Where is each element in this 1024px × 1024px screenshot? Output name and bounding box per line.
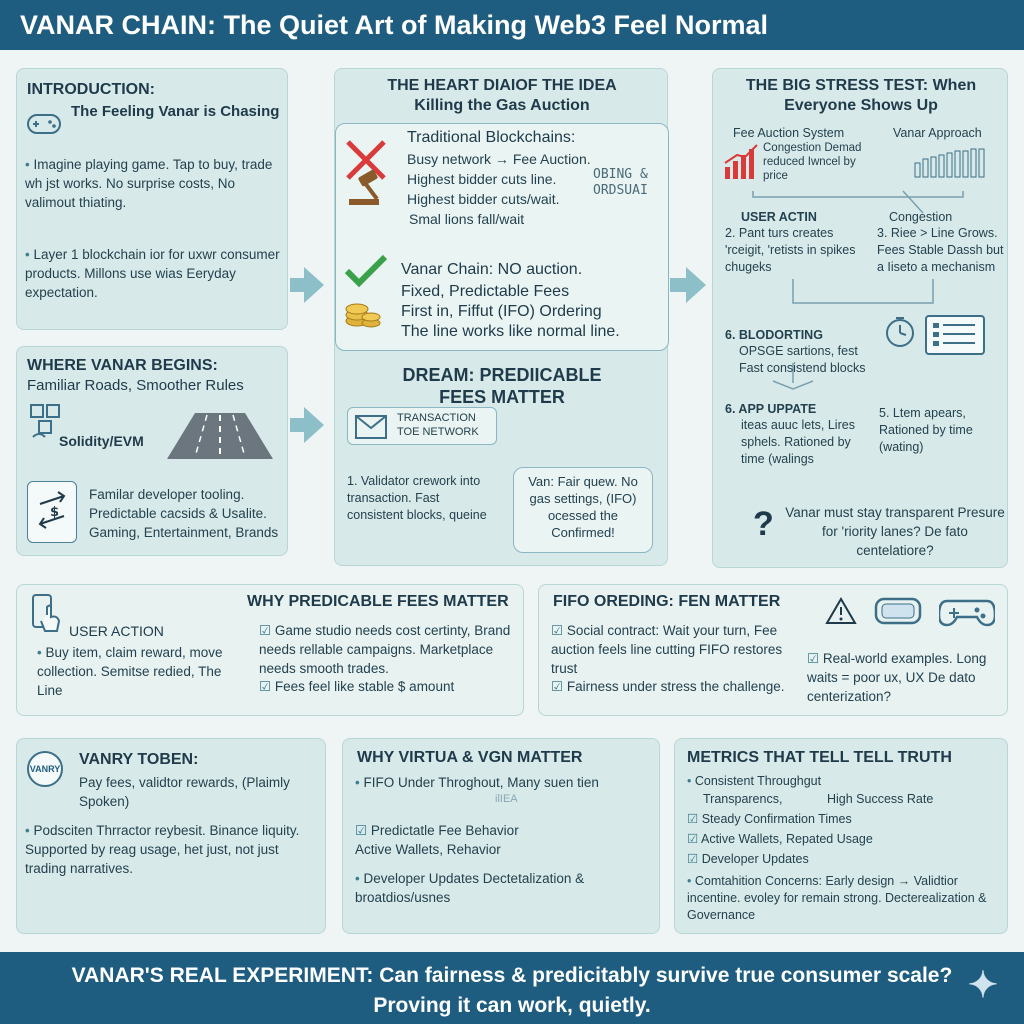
metrics-item-5: • Comtahition Concerns: Early design → Validtior incentine. evoley for remain strong. Decterealization & Governance: [687, 873, 1005, 924]
trad-title: Traditional Blockchains:: [407, 129, 576, 146]
trad-line-4: Smal lions fall/wait: [409, 211, 525, 227]
intro-bullet-2: • Layer 1 blockchain ior for uxwr consumer products. Millons use wias Eeryday expectation.: [25, 245, 281, 302]
virtua-panel: [342, 738, 660, 934]
envelope-icon: [355, 415, 387, 439]
token-title: VANRY TOBEN:: [79, 751, 199, 768]
question-text: Vanar must stay transparent Presure for 'riority lanes? De fato centelatiore?: [785, 505, 1005, 558]
fee-auction-label: Fee Auction System: [733, 126, 845, 140]
flow-arrow-shaft-3: [670, 278, 686, 292]
phone-tap-icon: [29, 593, 63, 633]
blocking-body: OPSGE sartions, fest Fast consistend blocks: [739, 344, 866, 375]
sparkle-icon: ✦: [967, 964, 998, 1005]
clock-icon: [883, 315, 917, 349]
begins-subtitle: Familiar Roads, Smoother Rules: [27, 377, 244, 394]
warning-icon: [825, 597, 857, 625]
flow-arrow-shaft-2: [290, 418, 304, 432]
app-update-title: 6. APP UPPATE: [725, 402, 817, 416]
vanry-badge-icon: [27, 751, 63, 787]
metrics-item-1b: Transparencs,: [703, 792, 783, 806]
vanar-line-1: Fixed, Predictable Fees: [401, 283, 570, 300]
stress-title-2: Everyone Shows Up: [784, 97, 938, 114]
trad-line-1: Busy network → Fee Auction.: [407, 151, 591, 167]
app-update-body: iteas auuc lets, Lires sphels. Rationed by time (walings: [741, 418, 855, 466]
intro-bullet-1: • Imagine playing game. Tap to buy, trade wh jst works. No surprise costs, No valimout thiating.: [25, 155, 281, 212]
why-fees-panel: [16, 584, 524, 716]
stress-panel: [712, 68, 1008, 568]
road-icon: [165, 411, 275, 461]
page-header: [0, 0, 1024, 50]
metrics-item-1c: High Success Rate: [827, 792, 934, 806]
item-appears-text: 5. Ltem apears, Rationed by time (wating): [879, 406, 973, 454]
congestion-title: Congestion: [889, 210, 953, 224]
tooling-text: Familar developer tooling. Predictable cacsids & Usalite. Gaming, Entertainment, Brands: [89, 487, 279, 540]
intro-title: INTRODUCTION:: [27, 81, 155, 98]
token-body-2: • Podsciten Thrractor reybesit. Binance liquity. Supported by reag usage, het just, not just trading narratives.: [25, 821, 321, 878]
vanar-bars-icon: [913, 143, 993, 179]
user-actin-body: 2. Pant turs creates 'rceigit, 'retists in spikes chugeks: [725, 226, 856, 274]
footer-line-2: Proving it can work, quietly.: [373, 994, 651, 1017]
check-icon: [343, 253, 389, 289]
fair-queue-text: Van: Fair quew. No gas settings, (IFO) ocessed the Confirmed!: [528, 474, 638, 540]
trad-line-3: Highest bidder cuts/wait.: [407, 191, 560, 207]
transaction-label: TRANSACTION TOE NETWORK: [397, 412, 479, 438]
fifo-check-1: ☑ Social contract: Wait your turn, Fee auction feels line cutting FIFO restores trust: [551, 621, 801, 678]
why-fees-user-action: USER ACTION: [69, 623, 164, 639]
dream-title-1: DREAM: PREDIICABLE: [402, 365, 602, 385]
flow-arrow-shaft-1: [290, 278, 304, 292]
flow-arrow-3: [686, 267, 706, 303]
metrics-panel: [674, 738, 1008, 934]
svg-text:$: $: [50, 505, 60, 520]
fifo-title: FIFO OREDING: FEN MATTER: [553, 593, 781, 610]
screen-icon: [925, 315, 985, 355]
virtua-item-1-faded: ilIEA: [495, 793, 518, 805]
intro-subtitle: The Feeling Vanar is Chasing: [71, 103, 280, 120]
heart-panel: [334, 68, 668, 566]
validator-text: 1. Validator crework into transaction. Fast consistent blocks, queine: [347, 474, 487, 522]
token-panel: [16, 738, 326, 934]
fifo-check-2: ☑ Fairness under stress the challenge.: [551, 677, 811, 696]
gavel-icon: [345, 167, 389, 207]
metrics-item-3: ☑ Active Wallets, Repated Usage: [687, 831, 873, 848]
virtua-item-3: • Developer Updates Dectetalization & broatdios/usnes: [355, 869, 645, 907]
page-footer: [0, 952, 1024, 1024]
vanar-line-2: First in, Fiffut (IFO) Ordering: [401, 303, 602, 320]
fifo-check-3: ☑ Real-world examples. Long waits = poor ux, UX De dato centerization?: [807, 649, 1003, 706]
user-actin-title: USER ACTIN: [741, 210, 817, 224]
page-title: VANAR CHAIN: The Quiet Art of Making Web3 Feel Normal: [20, 9, 769, 40]
solidity-label: Solidity/EVM: [59, 433, 144, 449]
why-fees-title: WHY PREDICABLE FEES MATTER: [247, 593, 509, 610]
begins-panel: [16, 346, 288, 556]
vanar-approach-label: Vanar Approach: [893, 126, 982, 140]
token-body-1: Pay fees, validtor rewards, (Plaimly Spoken): [79, 775, 290, 809]
virtua-title: WHY VIRTUA & VGN MATTER: [357, 749, 583, 766]
gamepad-icon: [25, 109, 63, 139]
congestion-note: Congestion Demad reduced Iwncel by price: [763, 142, 862, 182]
why-fees-user-body: • Buy item, claim reward, move collection. Semitse redied, The Line: [37, 643, 241, 700]
heart-title-2: Killing the Gas Auction: [414, 97, 590, 114]
dream-title-2: FEES MATTER: [439, 387, 565, 407]
metrics-item-4: ☑ Developer Updates: [687, 851, 809, 868]
virtua-item-2: ☑ Predictatle Fee Behavior Active Wallets, Rehavior: [355, 821, 555, 859]
bar-chart-icon: [721, 141, 761, 181]
flow-arrow-1: [304, 267, 324, 303]
metrics-title: METRICS THAT TELL TELL TRUTH: [687, 749, 952, 766]
coins-icon: [343, 291, 383, 331]
fifo-panel: [538, 584, 1008, 716]
intro-panel: [16, 68, 288, 330]
trad-line-2: Highest bidder cuts line.: [407, 171, 557, 187]
vanar-line-3: The line works like normal line.: [401, 323, 620, 340]
vanry-badge-text: VANRY: [29, 764, 61, 774]
stamp-text: OBING & ORDSUAI: [593, 167, 648, 198]
flow-arrow-2: [304, 407, 324, 443]
virtua-item-1: • FIFO Under Throghout, Many suen tien: [355, 773, 647, 792]
why-fees-check-2: ☑ Fees feel like stable $ amount: [259, 677, 521, 696]
vanar-title: Vanar Chain: NO auction.: [401, 261, 583, 278]
swap-icon: [27, 481, 77, 543]
question-icon: ?: [753, 505, 774, 543]
footer-line-1: VANAR'S REAL EXPERIMENT: Can fairness & predicitably survive true consumer scale?: [71, 964, 953, 987]
begins-title: WHERE VANAR BEGINS:: [27, 357, 218, 374]
congestion-body: 3. Riee > Line Grows. Fees Stable Dassh but a Iiseto a mechanism: [877, 226, 1004, 274]
heart-title-1: THE HEART DIAIOF THE IDEA: [387, 77, 617, 94]
controller-icon: [939, 591, 995, 631]
why-fees-check-1: ☑ Game studio needs cost certinty, Brand needs rellable campaigns. Marketplace needs smooth trades.: [259, 621, 521, 678]
metrics-item-1a: • Consistent Throughgut: [687, 773, 821, 790]
stress-title-1: THE BIG STRESS TEST: When: [745, 77, 977, 94]
blocking-title: 6. BLODORTING: [725, 328, 823, 342]
metrics-item-2: ☑ Steady Confirmation Times: [687, 811, 852, 828]
vr-headset-icon: [873, 595, 923, 627]
